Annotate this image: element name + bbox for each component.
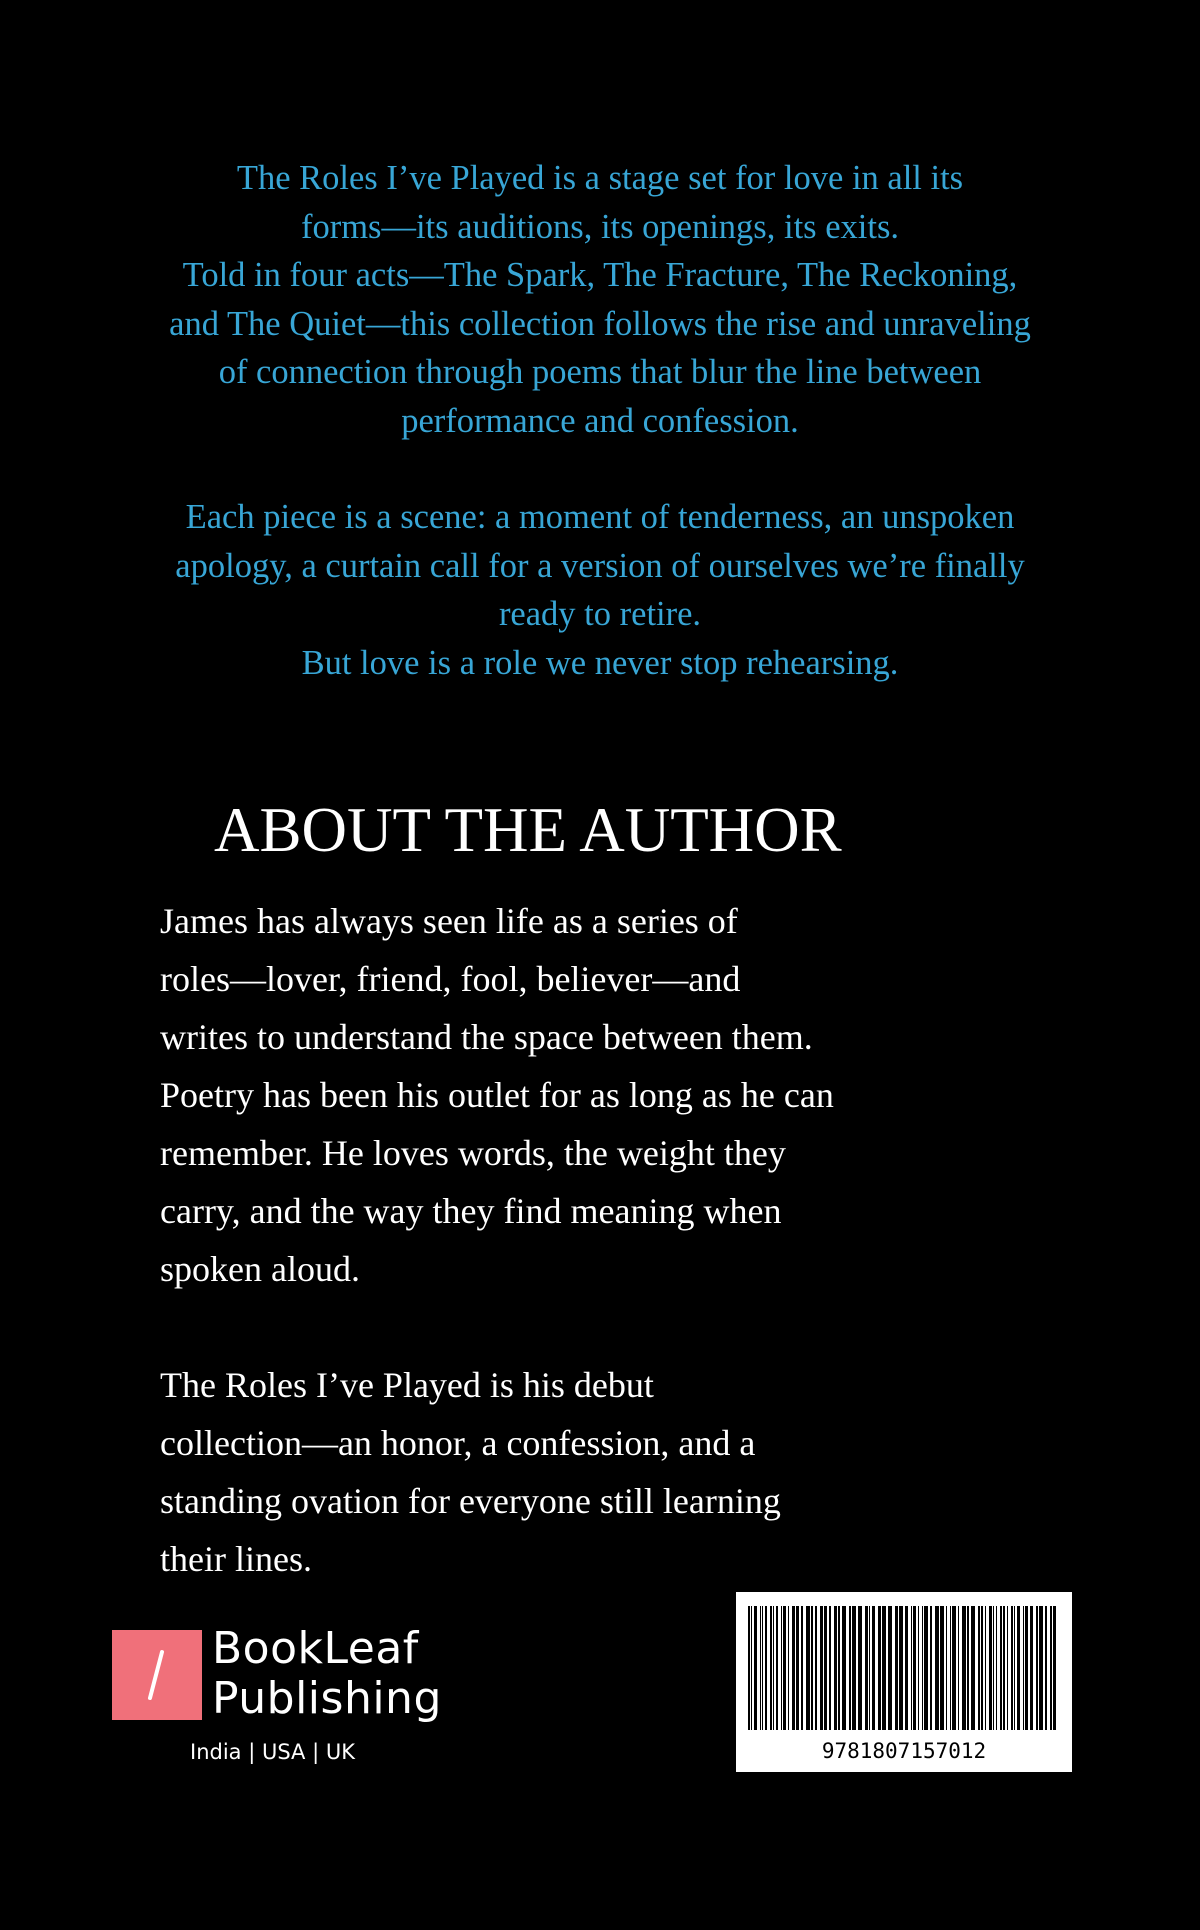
barcode-bar [895,1606,898,1730]
bio-line: carry, and the way they find meaning when [160,1191,782,1231]
barcode-bar [946,1606,947,1730]
barcode-bar [751,1606,752,1730]
barcode-bar [952,1606,956,1730]
barcode-bar [783,1606,786,1730]
blurb-line: Told in four acts—The Spark, The Fracture, The Reckoning, [182,256,1018,294]
barcode-bar [765,1606,767,1730]
paragraph-gap [120,445,1080,493]
barcode-bar [815,1606,817,1730]
barcode-bar [930,1606,932,1730]
blurb-line: of connection through poems that blur the line between [218,353,982,391]
barcode-bar [940,1606,944,1730]
barcode-bar [773,1606,774,1730]
blurb-line: The Roles I’ve Played is a stage set for love in all its [236,159,964,197]
barcode-bar [1036,1606,1038,1730]
barcode-bar [829,1606,831,1730]
blurb [120,154,1080,687]
about-author-heading: ABOUT THE AUTHOR [214,795,842,865]
blurb-line: performance and confession. [401,401,799,440]
barcode-bar [1011,1606,1013,1730]
bio-line: collection—an honor, a confession, and a [160,1423,756,1463]
barcode-bar [911,1606,912,1730]
publisher-logo [112,1623,472,1770]
barcode-bar [985,1606,986,1730]
blurb-line: forms—its auditions, its openings, its exits. [300,207,899,246]
barcode-bar [748,1606,750,1730]
barcode-bar [858,1606,862,1730]
barcode-bar [882,1606,886,1730]
barcode-bar [1003,1606,1005,1730]
barcode-bar [1017,1606,1020,1730]
barcode-bar [905,1606,908,1730]
barcode-bar [922,1606,923,1730]
barcode-bar [1045,1606,1047,1730]
barcode-bar [842,1606,846,1730]
barcode-bar [834,1606,837,1730]
barcode-bar [989,1606,992,1730]
blurb-line: ready to retire. [498,595,702,633]
barcode-bar [913,1606,916,1730]
barcode-bar [788,1606,789,1730]
barcode-bar [1014,1606,1015,1730]
barcode-bar [1025,1606,1028,1730]
barcode-bar [958,1606,959,1730]
publisher-name-line2: Publishing [212,1673,442,1724]
barcode-bar [967,1606,969,1730]
barcode-bar [888,1606,892,1730]
barcode-bar [996,1606,997,1730]
publisher-regions: India | USA | UK [190,1740,355,1764]
barcode-bar [760,1606,761,1730]
bio-line: their lines. [160,1539,312,1579]
barcode-bar [776,1606,778,1730]
bio-line: writes to understand the space between them. [160,1017,813,1057]
barcode-bar [801,1606,803,1730]
barcode-bar [899,1606,903,1730]
barcode-bar [1050,1606,1052,1730]
barcode-bar [1007,1606,1008,1730]
barcode-bar [978,1606,980,1730]
bio-line: standing ovation for everyone still learning [160,1481,781,1521]
barcode-bar [1039,1606,1043,1730]
barcode-bar [781,1606,782,1730]
barcode-bar [865,1606,868,1730]
barcode-bar [962,1606,966,1730]
barcode-bar [1030,1606,1033,1730]
barcode-bar [806,1606,810,1730]
author-bio [160,892,834,1588]
bio-line: remember. He loves words, the weight they [160,1133,786,1173]
barcode-bar [869,1606,870,1730]
barcode-bar [1053,1606,1056,1730]
bio-line: spoken aloud. [160,1249,360,1289]
slash-logo-icon [112,1630,202,1720]
barcode-bar [1000,1606,1002,1730]
barcode-bar [820,1606,823,1730]
bio-line: roles—lover, friend, fool, believer—and [160,959,741,999]
barcode-bar [950,1606,951,1730]
barcode-bar [849,1606,851,1730]
barcode-bar [824,1606,827,1730]
blurb-line: apology, a curtain call for a version of ourselves we’re finally [175,546,1025,585]
barcode-bar [935,1606,939,1730]
barcode-bar [811,1606,813,1730]
barcode-bar [924,1606,928,1730]
isbn-barcode [736,1592,1072,1772]
publisher-name [212,1624,442,1724]
barcode-bars [746,1606,1062,1732]
barcode-bar [796,1606,799,1730]
barcode-bar [878,1606,881,1730]
isbn-number: 9781807157012 [821,1739,987,1763]
barcode-bar [754,1606,757,1730]
barcode-bar [762,1606,763,1730]
barcode-bar [852,1606,856,1730]
barcode-bar [872,1606,875,1730]
barcode-bar [981,1606,983,1730]
barcode-bar [918,1606,919,1730]
barcode-bar [993,1606,994,1730]
barcode-bar [770,1606,772,1730]
publisher-name-line1: BookLeaf [212,1623,419,1674]
paragraph-gap [160,1298,820,1356]
barcode-bar [792,1606,795,1730]
bio-line: James has always seen life as a series of [160,901,738,941]
bio-line: The Roles I’ve Played is his debut [160,1365,654,1405]
barcode-bar [971,1606,975,1730]
blurb-line: and The Quiet—this collection follows the rise and unraveling [169,304,1031,343]
barcode-bar [1023,1606,1024,1730]
blurb-line: But love is a role we never stop rehearsing. [301,643,899,682]
blurb-line: Each piece is a scene: a moment of tenderness, an unspoken [185,498,1015,536]
bio-line: Poetry has been his outlet for as long as he can [160,1075,834,1115]
barcode-bar [838,1606,840,1730]
